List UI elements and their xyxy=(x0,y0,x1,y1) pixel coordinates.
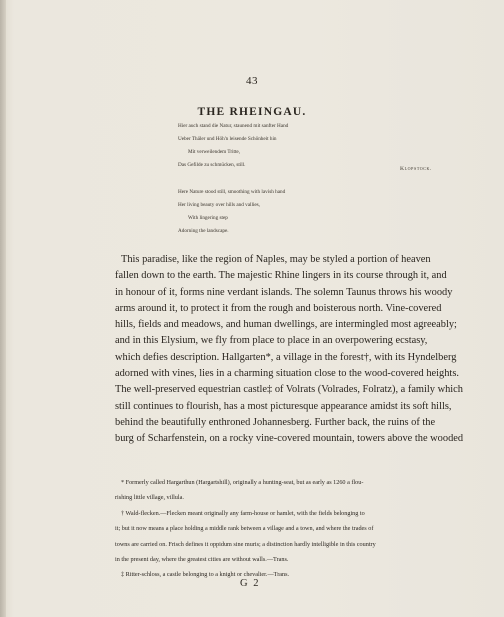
footnotes xyxy=(115,475,423,583)
body-line: hills, fields and meadows, and human dwellings, are intermingled most agreeably; xyxy=(115,319,457,331)
body-line: which defies description. Hallgarten*, a village in the forest†, with its Hyndelberg xyxy=(115,351,457,363)
body-line: fallen down to the earth. The majestic Rhine lingers in its course through it, and xyxy=(115,270,447,282)
poem-german-line: Ueber Thäler und Höh'n leisende Schönheit hin xyxy=(178,136,277,142)
footnote-line: towns are carried on. Frisch defines it oppidum sine muris; a distinction hardly intelligible in this country xyxy=(115,540,376,548)
footnote-line: † Wald-flecken.—Flecken meant originally any farm-house or hamlet, with the fields belonging to xyxy=(121,509,365,517)
poem-german-line: Hier auch stand die Natur, staunend mit sanfter Hand xyxy=(178,123,289,129)
poem-german xyxy=(178,120,438,172)
poem-english-line: Adorning the landscape. xyxy=(178,228,229,234)
poem-german-line: Mit verweilendem Tritte, xyxy=(188,149,241,155)
footnote-line: in the present day, where the greatest cities are without walls.—Trans. xyxy=(115,556,289,564)
body-line: and in this Elysium, we fly from place to place in an overpowering ecstasy, xyxy=(115,335,428,347)
body-line: behind the beautifully enthroned Johannesberg. Further back, the ruins of the xyxy=(115,416,436,428)
body-line: adorned with vines, lies in a charming situation close to the wood-covered heights. xyxy=(115,368,459,380)
signature-mark: G 2 xyxy=(240,578,260,589)
poem-english-line: Here Nature stood still, smoothing with lavish hand xyxy=(178,189,286,195)
body-line: still continues to flourish, has a most picturesque appearance amidst its soft hills, xyxy=(115,400,452,412)
body-line: in honour of it, forms nine verdant islands. The solemn Taunus throws his woody xyxy=(115,286,453,298)
footnote-line: * Formerly called Hargarthun (Hargartshill), originally a hunting-seat, but as early as 1260 a flou- xyxy=(121,479,364,486)
body-line: arms around it, to protect it from the rough and boisterous north. Vine-covered xyxy=(115,302,442,314)
chapter-title: THE RHEINGAU. xyxy=(197,106,307,118)
body-text xyxy=(115,252,464,448)
poem-english xyxy=(178,186,438,238)
page-gutter xyxy=(0,0,6,617)
poem-english-line: With lingering step xyxy=(188,215,228,221)
page-number: 43 xyxy=(246,75,258,87)
body-line: burg of Scharfenstein, on a rocky vine-covered mountain, towers above the wooded xyxy=(115,433,464,445)
poem-english-line: Her living beauty over hills and vallies, xyxy=(178,202,260,208)
poem-attribution: Klopstock. xyxy=(400,166,433,172)
footnote-line: it; but it now means a place holding a middle rank between a village and a town, and where the trades of xyxy=(115,525,374,533)
footnote-line: rishing little village, villula. xyxy=(115,494,184,502)
body-line: This paradise, like the region of Naples, may be styled a portion of heaven xyxy=(121,254,431,265)
footnote-line: ‡ Ritter-schloss, a castle belonging to a knight or chevalier.—Trans. xyxy=(121,571,290,579)
poem-german-line: Das Gefilde zu schmücken, still. xyxy=(178,162,246,168)
body-line: The well-preserved equestrian castle‡ of Volrats (Volrades, Folratz), a family which xyxy=(115,384,463,396)
